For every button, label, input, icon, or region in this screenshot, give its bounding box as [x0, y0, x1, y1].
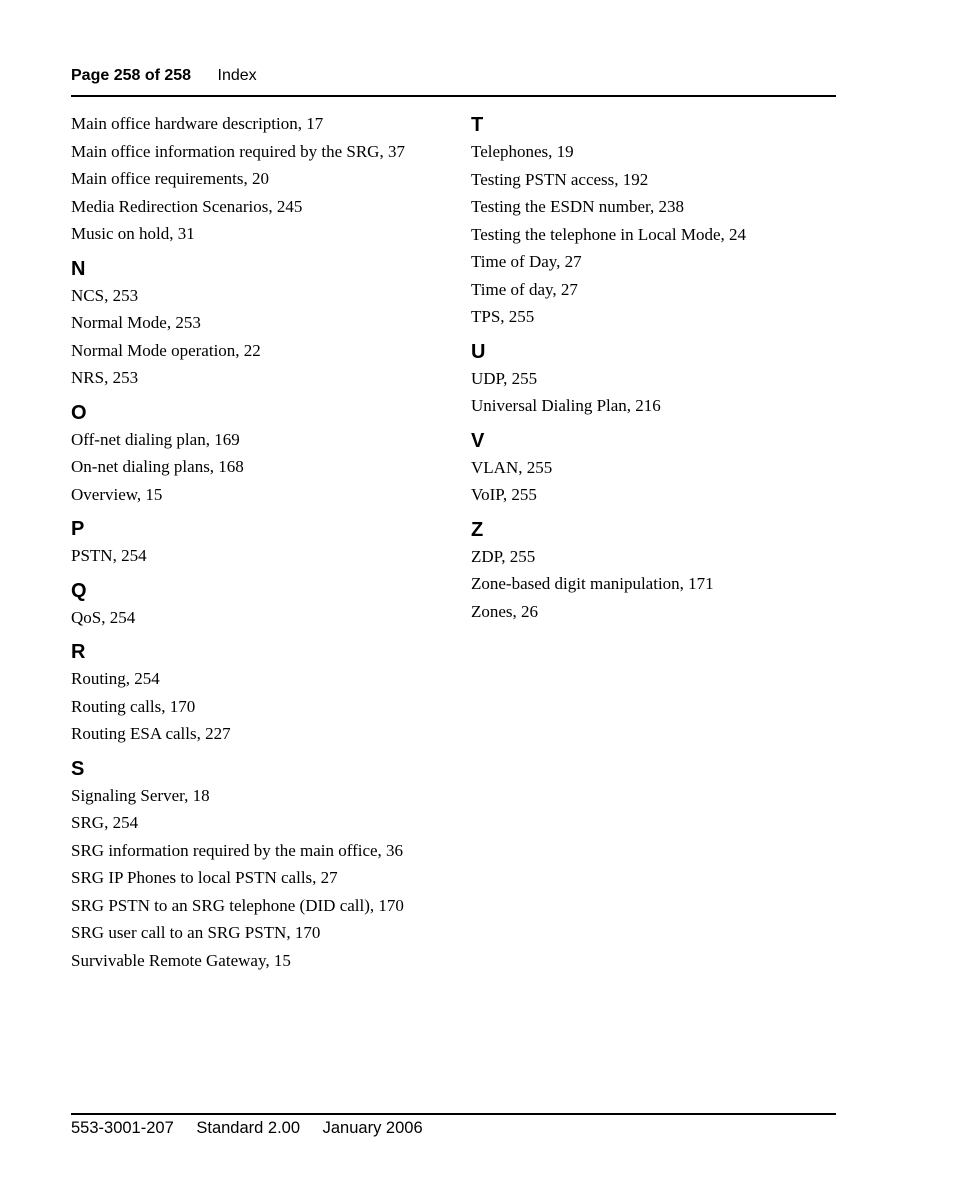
index-entry: SRG IP Phones to local PSTN calls, 27 — [71, 868, 338, 887]
index-entry: PSTN, 254 — [71, 546, 147, 565]
index-entry: Testing PSTN access, 192 — [471, 169, 649, 189]
index-letter-heading: S — [71, 757, 85, 780]
index-group — [71, 754, 461, 975]
index-entry: Telephones, 19 — [471, 142, 574, 161]
index-group — [71, 514, 461, 570]
document-date: January 2006 — [322, 1119, 423, 1137]
index-group — [71, 110, 461, 248]
index-entry: Main office information required by the SRG, 37 — [71, 141, 405, 161]
index-entry: Normal Mode operation, 22 — [71, 340, 261, 360]
index-entry: Off-net dialing plan, 169 — [71, 429, 240, 449]
index-entry: NCS, 253 — [71, 285, 139, 305]
index-entry: VoIP, 255 — [471, 485, 537, 504]
index-letter-heading: T — [471, 114, 484, 136]
index-entry: SRG, 254 — [71, 813, 139, 832]
index-group — [471, 426, 861, 509]
index-entry: Music on hold, 31 — [71, 224, 195, 243]
index-column-right — [471, 110, 861, 625]
index-group — [71, 398, 461, 509]
index-entry: SRG information required by the main office, 36 — [71, 840, 404, 860]
index-group — [471, 515, 861, 626]
index-entry: Zone-based digit manipulation, 171 — [471, 574, 714, 593]
index-letter-heading: Q — [71, 579, 87, 602]
header-rule — [71, 95, 836, 97]
index-letter-heading: Z — [471, 518, 484, 541]
index-entry: Main office requirements, 20 — [71, 169, 269, 188]
footer-rule — [71, 1113, 836, 1115]
page-footer — [71, 1116, 423, 1140]
index-entry: NRS, 253 — [71, 368, 139, 387]
index-entry: Testing the ESDN number, 238 — [471, 197, 684, 216]
index-entry: Signaling Server, 18 — [71, 785, 210, 805]
document-standard: Standard 2.00 — [196, 1119, 301, 1137]
index-entry: TPS, 255 — [471, 307, 535, 326]
index-group — [471, 337, 861, 420]
section-title: Index — [217, 67, 257, 84]
index-letter-heading: O — [71, 401, 87, 424]
index-letter-heading: N — [71, 257, 86, 280]
index-entry: Survivable Remote Gateway, 15 — [71, 950, 291, 970]
index-entry: Zones, 26 — [471, 601, 539, 621]
index-group — [71, 254, 461, 392]
index-letter-heading: V — [471, 429, 485, 452]
index-entry: SRG PSTN to an SRG telephone (DID call), 170 — [71, 895, 404, 915]
index-entry: UDP, 255 — [471, 368, 538, 388]
index-entry: QoS, 254 — [71, 607, 136, 627]
index-entry: Routing ESA calls, 227 — [71, 724, 231, 743]
index-entry: Time of Day, 27 — [471, 252, 582, 271]
index-group — [71, 576, 461, 632]
index-letter-heading: R — [71, 641, 86, 663]
page-header — [71, 64, 836, 88]
index-entry: SRG user call to an SRG PSTN, 170 — [71, 923, 321, 942]
index-entry: VLAN, 255 — [471, 457, 553, 477]
index-entry: Testing the telephone in Local Mode, 24 — [471, 224, 746, 244]
index-letter-heading: U — [471, 340, 486, 363]
index-entry: Media Redirection Scenarios, 245 — [71, 196, 303, 216]
index-group — [471, 110, 861, 331]
index-letter-heading: P — [71, 518, 85, 540]
index-entry: Main office hardware description, 17 — [71, 114, 324, 133]
index-entry: Routing, 254 — [71, 669, 160, 688]
index-entry: Routing calls, 170 — [71, 696, 196, 716]
index-entry: ZDP, 255 — [471, 546, 536, 566]
index-entry: On-net dialing plans, 168 — [71, 457, 244, 476]
page-number: Page 258 of 258 — [71, 67, 192, 84]
index-entry: Overview, 15 — [71, 484, 163, 504]
index-column-left — [71, 110, 461, 974]
document-number: 553-3001-207 — [71, 1119, 174, 1137]
index-entry: Time of day, 27 — [471, 279, 578, 299]
index-entry: Universal Dialing Plan, 216 — [471, 396, 661, 415]
index-group — [71, 637, 461, 748]
index-entry: Normal Mode, 253 — [71, 313, 201, 332]
